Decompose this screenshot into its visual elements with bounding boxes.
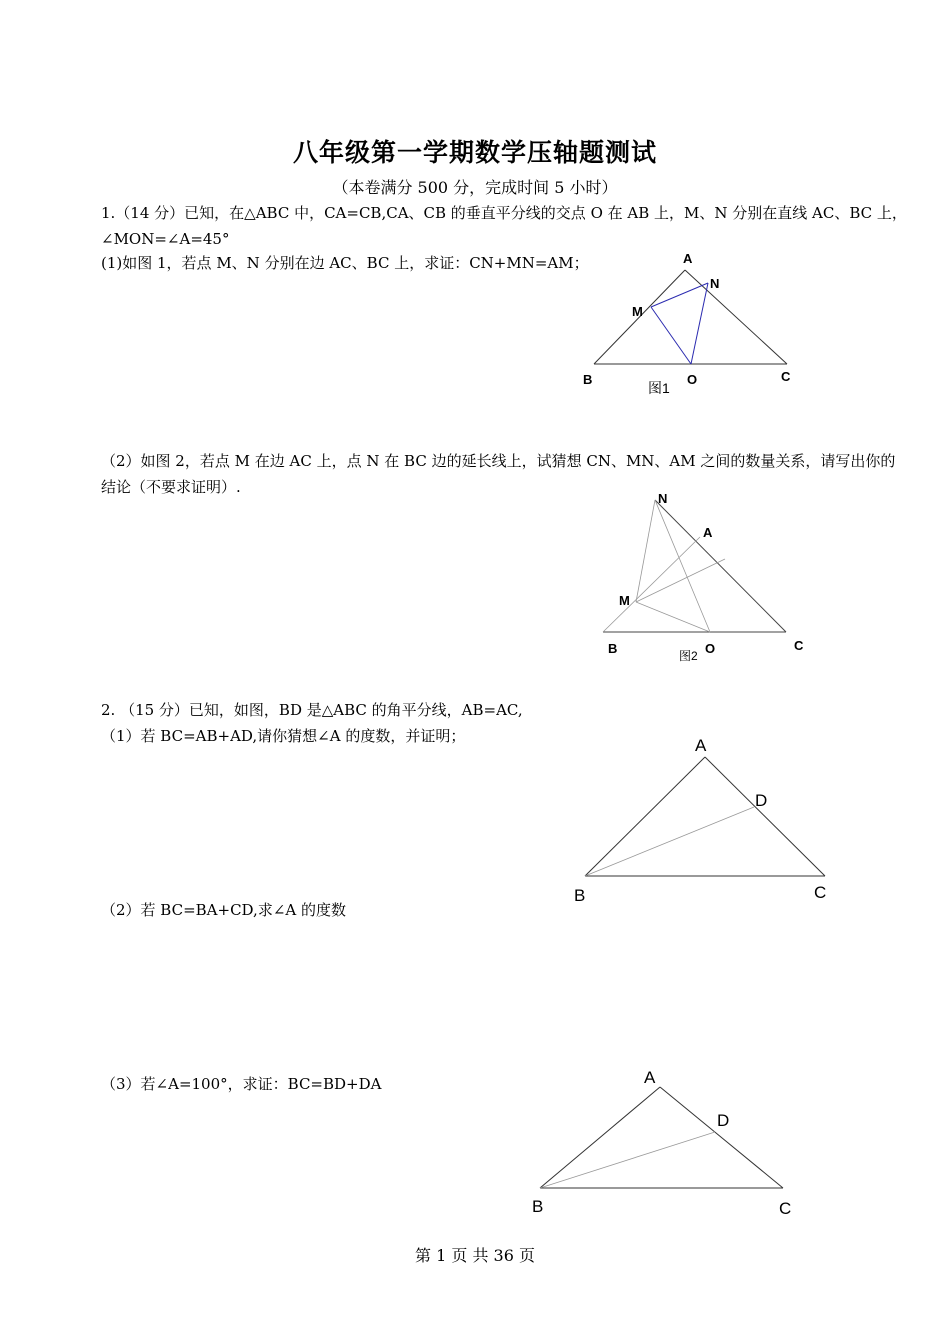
fig1-side-ac xyxy=(685,270,787,364)
fig2-label-a: A xyxy=(703,525,713,540)
fig3-side-ab xyxy=(585,757,705,876)
fig1-segment-mo xyxy=(651,307,691,364)
fig4-label-a: A xyxy=(644,1068,656,1087)
fig1-label-o: O xyxy=(687,372,698,387)
page-subtitle: （本卷满分 500 分，完成时间 5 小时） xyxy=(332,178,618,197)
figure-2 xyxy=(595,485,815,670)
fig2-label-m: M xyxy=(619,593,630,608)
fig3-label-c: C xyxy=(814,883,827,902)
fig4-side-ab xyxy=(540,1087,660,1188)
problem2-part1: （1）若 BC=AB+AD,请你猜想∠A 的度数，并证明； xyxy=(101,727,466,745)
page-title: 八年级第一学期数学压轴题测试 xyxy=(292,138,657,167)
fig4-side-ac xyxy=(660,1087,783,1188)
fig3-label-b: B xyxy=(574,886,586,905)
figure-3 xyxy=(565,730,835,915)
problem1-part2-line2: 结论（不要求证明）. xyxy=(101,478,241,496)
problem1-statement-line1: 1.（14 分）已知，在△ABC 中，CA=CB,CA、CB 的垂直平分线的交点 O 在 AB 上，M、N 分别在直线 AC、BC 上， xyxy=(101,204,907,222)
fig2-segment-mo xyxy=(636,602,710,632)
fig4-bisector-bd xyxy=(540,1132,715,1188)
fig2-side-ab xyxy=(603,537,700,632)
fig3-label-a: A xyxy=(695,736,707,755)
fig3-label-d: D xyxy=(755,791,768,810)
fig2-caption: 图2 xyxy=(679,649,698,663)
figure-4 xyxy=(525,1062,805,1222)
problem2-intro: 2. （15 分）已知，如图，BD 是△ABC 的角平分线，AB=AC, xyxy=(101,701,523,719)
fig2-segment-nm xyxy=(636,500,655,602)
fig2-segment-no xyxy=(655,500,710,632)
fig1-segment-no xyxy=(691,283,708,364)
fig1-label-m: M xyxy=(632,304,643,319)
fig1-label-a: A xyxy=(683,251,693,266)
fig2-label-c: C xyxy=(794,638,804,653)
page-footer: 第 1 页 共 36 页 xyxy=(415,1246,535,1265)
fig2-label-b: B xyxy=(608,641,618,656)
problem2-part3: （3）若∠A=100°，求证：BC=BD+DA xyxy=(101,1075,382,1093)
fig1-label-b: B xyxy=(583,372,593,387)
figure-1 xyxy=(575,245,805,405)
problem1-statement-line2: ∠MON=∠A=45° xyxy=(101,230,230,248)
fig1-caption: 图1 xyxy=(648,380,670,396)
fig3-bisector-bd xyxy=(585,807,754,876)
fig3-side-ac xyxy=(705,757,825,876)
fig4-label-d: D xyxy=(717,1111,730,1130)
fig1-label-c: C xyxy=(781,369,791,384)
fig4-label-c: C xyxy=(779,1199,792,1218)
problem2-part2: （2）若 BC=BA+CD,求∠A 的度数 xyxy=(101,901,346,919)
problem1-part2-line1: （2）如图 2，若点 M 在边 AC 上，点 N 在 BC 边的延长线上，试猜想 CN、MN、AM 之间的数量关系，请写出你的 xyxy=(101,452,896,470)
fig2-side-ac-extended xyxy=(655,500,786,632)
fig4-label-b: B xyxy=(532,1197,544,1216)
problem1-part1: (1)如图 1，若点 M、N 分别在边 AC、BC 上，求证：CN+MN=AM； xyxy=(101,254,589,272)
fig1-label-n: N xyxy=(710,276,720,291)
fig2-segment-mc xyxy=(636,559,725,602)
fig2-label-o: O xyxy=(705,641,716,656)
fig2-label-n: N xyxy=(658,491,668,506)
fig1-segment-mn xyxy=(651,283,708,307)
